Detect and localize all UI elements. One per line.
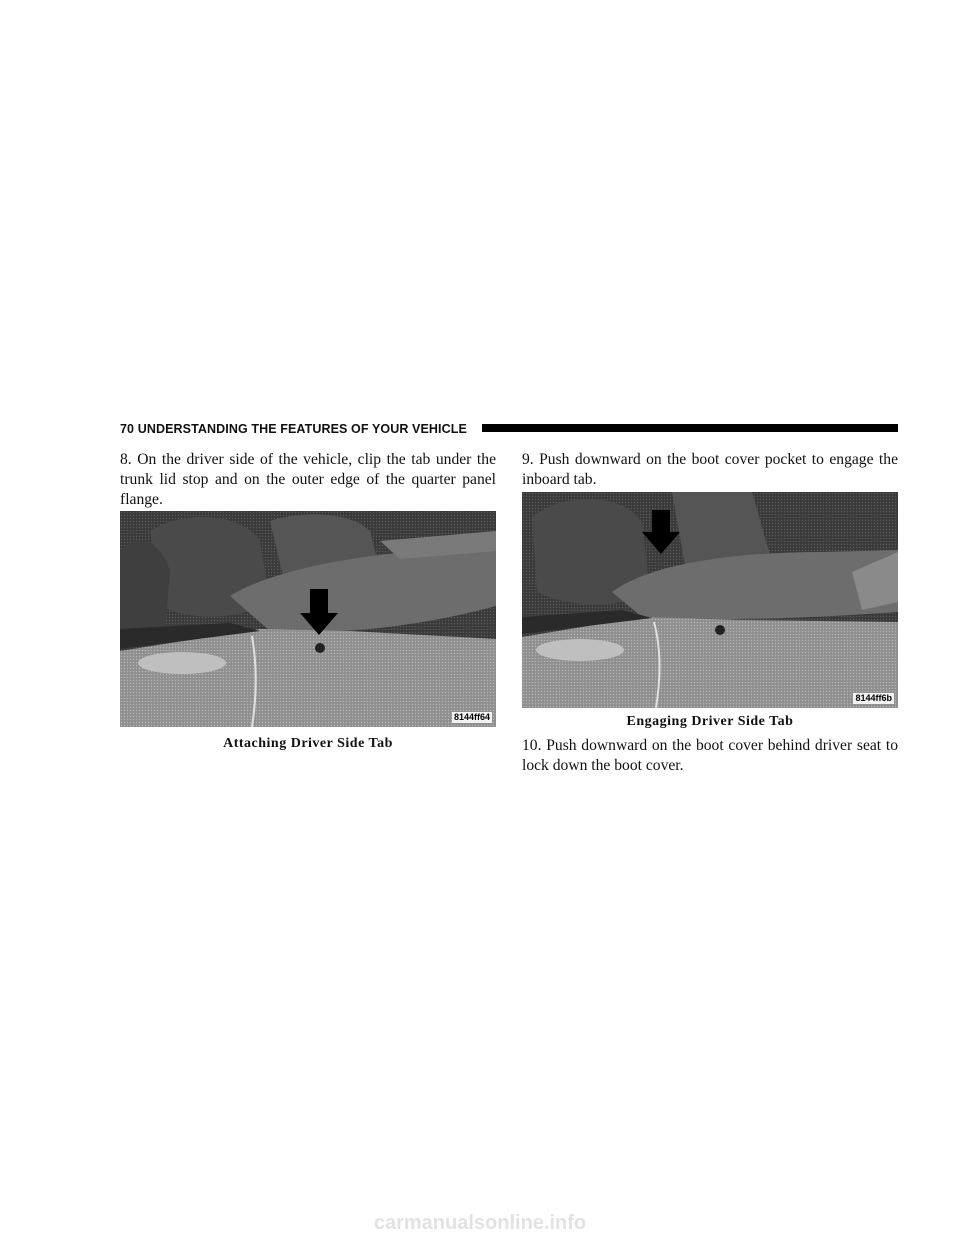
vehicle-photo-right [522,492,898,708]
figure-code-right: 8144ff6b [855,693,892,703]
section-title: UNDERSTANDING THE FEATURES OF YOUR VEHICLE [137,422,467,436]
header-rule [482,424,898,432]
page-number: 70 [120,422,135,436]
caption-left: Attaching Driver Side Tab [223,736,393,751]
caption-right: Engaging Driver Side Tab [626,714,794,729]
right-column [522,450,898,490]
watermark: carmanualsonline.info [373,1212,587,1234]
figure-engaging-driver-side-tab [522,492,898,708]
vehicle-photo-left [120,511,496,727]
step-10-block [522,736,898,776]
figure-code-left: 8144ff64 [453,712,490,722]
step-9-text: 9. Push downward on the boot cover pocket to engage the inboard tab. [522,451,898,488]
page-header-text [120,422,477,436]
left-column [120,450,496,510]
page-header [120,420,898,438]
step-10-text: 10. Push downward on the boot cover behind driver seat to lock down the boot cover. [522,737,898,774]
step-8-text: 8. On the driver side of the vehicle, clip the tab under the trunk lid stop and on the outer edge of the quarter panel flange. [120,451,496,508]
figure-attaching-driver-side-tab [120,511,496,727]
